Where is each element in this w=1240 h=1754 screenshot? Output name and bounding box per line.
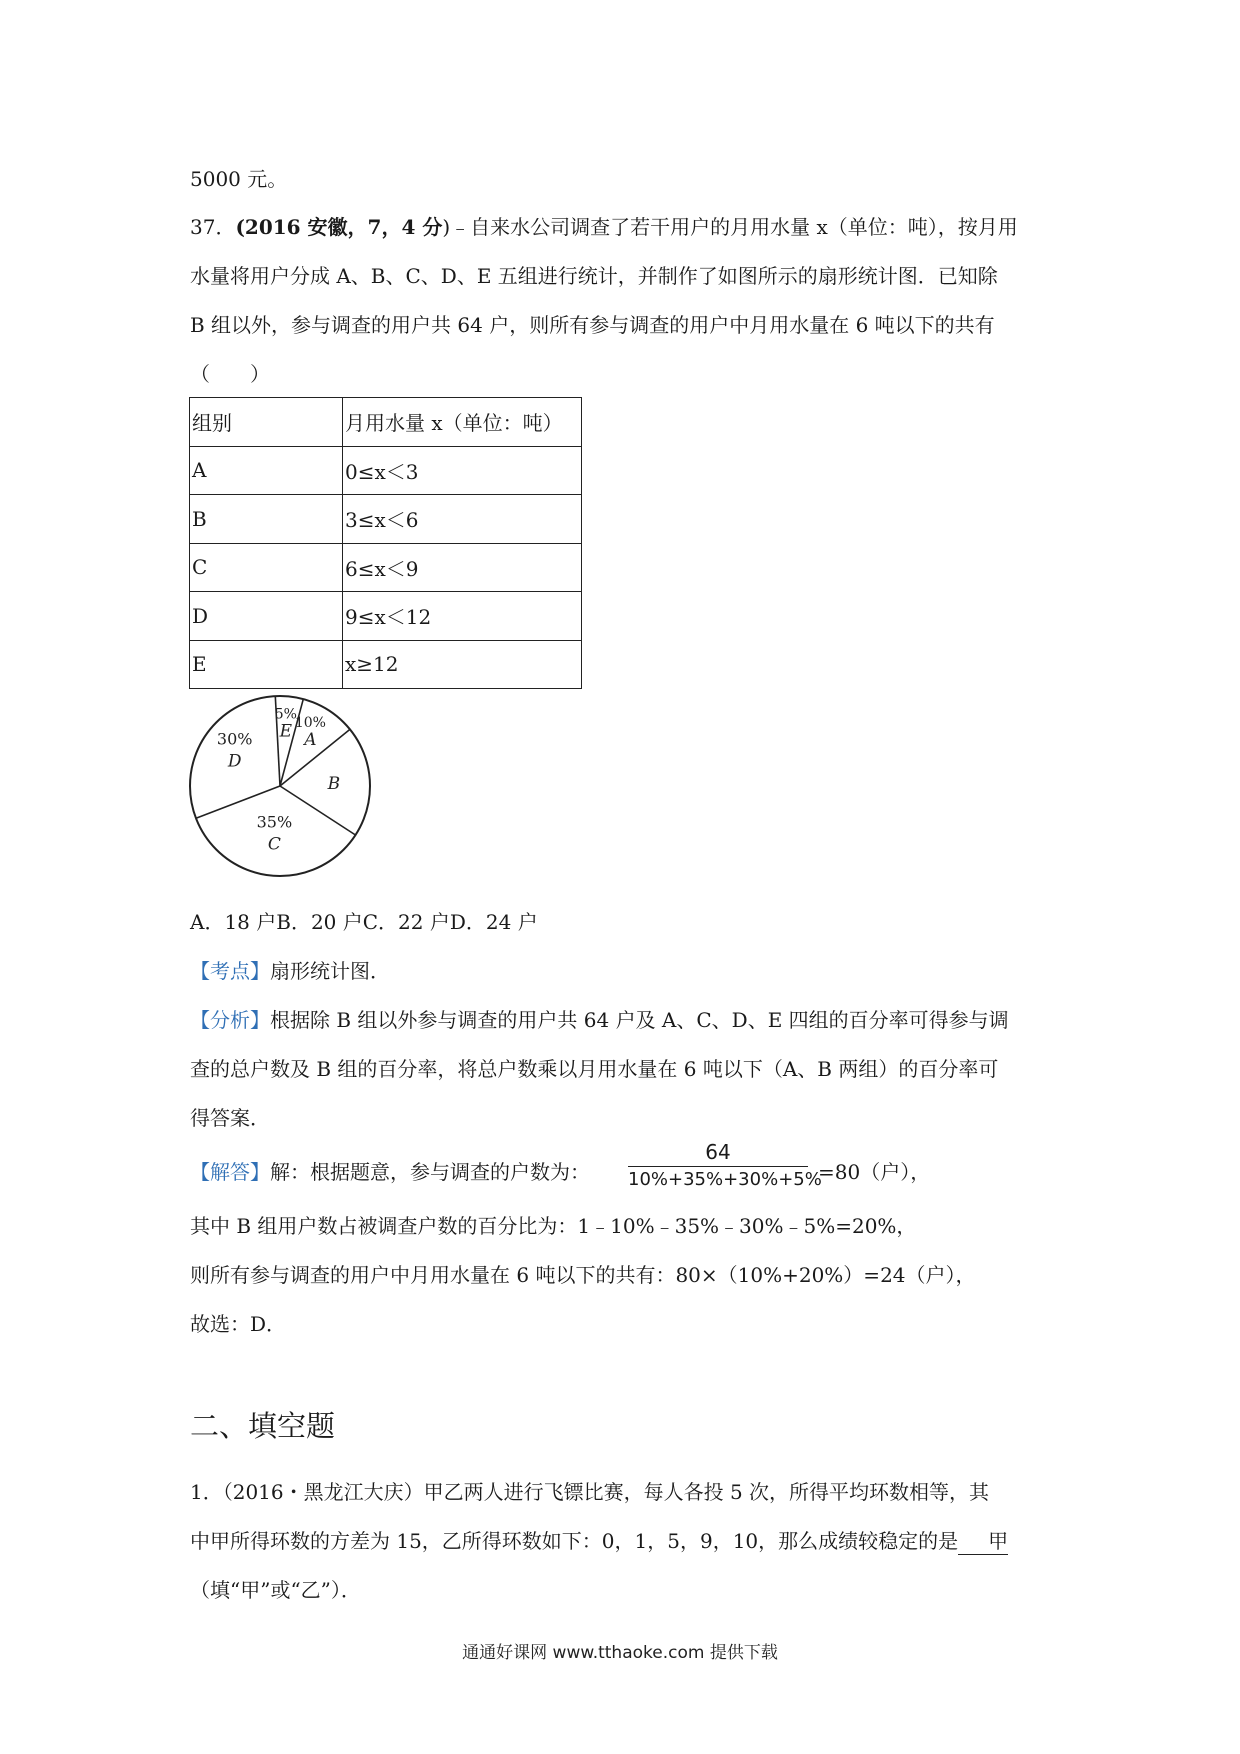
table-row	[190, 592, 582, 641]
analysis-line-1	[190, 1004, 1009, 1033]
table-row	[190, 446, 582, 495]
key-point-tag: 【考点】	[190, 959, 270, 983]
table-row	[190, 640, 582, 689]
table-row	[190, 543, 582, 592]
table-cell: B	[190, 495, 343, 544]
group-table	[189, 397, 582, 689]
question-37-line-2: 水量将用户分成 A、B、C、D、E 五组进行统计，并制作了如图所示的扇形统计图．已知除	[190, 264, 998, 288]
table-cell: C	[190, 543, 343, 592]
pie-slice-percent: 35%	[256, 812, 293, 832]
key-point-line	[190, 955, 390, 984]
key-point-text: 扇形统计图．	[270, 959, 390, 983]
pie-slice-label: B	[327, 774, 341, 795]
pie-slice-percent: 5%	[274, 706, 297, 723]
fraction-bar	[628, 1166, 808, 1167]
answer-blank: 甲	[958, 1525, 1008, 1555]
question-number: 37．	[190, 215, 236, 239]
question-37-line-4: （ ）	[190, 362, 270, 386]
fill-question-text: 中甲所得环数的方差为 15，乙所得环数如下：0，1，5，9，10，那么成绩较稳定的是	[190, 1529, 959, 1553]
solution-line-3: 则所有参与调查的用户中月用水量在 6 吨以下的共有：80×（10%+20%）=24（户），	[190, 1263, 976, 1287]
pie-slice-percent: 30%	[216, 729, 253, 749]
pie-chart	[186, 692, 376, 882]
question-37-line-1	[190, 211, 1018, 240]
section-heading: 二、填空题	[190, 1409, 336, 1443]
table-cell: A	[190, 446, 343, 495]
fraction-numerator: 64	[705, 1140, 731, 1164]
fraction-denominator: 10%+35%+30%+5%	[628, 1169, 822, 1190]
solution-line-1	[190, 1156, 590, 1185]
solution-line-4: 故选：D．	[190, 1312, 287, 1336]
table-header-cell: 组别	[190, 398, 343, 447]
question-text: )﹣自来水公司调查了若干用户的月用水量 x（单位：吨），按月用	[442, 215, 1018, 239]
pie-slice-label: E	[279, 721, 293, 742]
table-cell: 6≤x＜9	[343, 543, 582, 592]
question-source: (2016 安徽，7，4 分	[235, 215, 443, 239]
table-cell: 0≤x＜3	[343, 446, 582, 495]
solution-tag: 【解答】	[190, 1160, 270, 1184]
fraction	[628, 1140, 822, 1190]
table-cell: D	[190, 592, 343, 641]
analysis-tag: 【分析】	[190, 1008, 270, 1032]
text-line: 5000 元。	[190, 167, 288, 191]
solution-line-1-end: =80（户），	[818, 1160, 931, 1184]
table-cell: 3≤x＜6	[343, 495, 582, 544]
analysis-text: 根据除 B 组以外参与调查的用户共 64 户及 A、C、D、E 四组的百分率可得参与调	[270, 1008, 1009, 1032]
pie-slice-label: D	[227, 751, 242, 772]
table-header-row	[190, 398, 582, 447]
pie-slice-label: C	[267, 834, 281, 855]
table-header-cell: 月用水量 x（单位：吨）	[343, 398, 582, 447]
table-cell: 9≤x＜12	[343, 592, 582, 641]
page-footer: 通通好课网 www.tthaoke.com 提供下载	[462, 1643, 778, 1663]
pie-slice-percent: 10%	[294, 715, 326, 732]
question-37-line-3: B 组以外，参与调查的用户共 64 户，则所有参与调查的用户中月用水量在 6 吨以下的共有	[190, 313, 995, 337]
analysis-line-3: 得答案．	[190, 1106, 270, 1130]
fill-question-line-2	[190, 1525, 1008, 1555]
pie-slice-label: A	[304, 730, 317, 751]
analysis-line-2: 查的总户数及 B 组的百分率，将总户数乘以月用水量在 6 吨以下（A、B 两组）的百分率可	[190, 1057, 999, 1081]
solution-line-2: 其中 B 组用户数占被调查户数的百分比为：1﹣10%﹣35%﹣30%﹣5%=20%，	[190, 1214, 917, 1238]
answer-options: A．18 户B．20 户C．22 户D．24 户	[190, 910, 538, 934]
table-cell: x≥12	[343, 640, 582, 689]
fill-question-line-1: 1．（2016・黑龙江大庆）甲乙两人进行飞镖比赛，每人各投 5 次，所得平均环数相等，其	[190, 1480, 990, 1504]
fill-question-line-3: （填“甲”或“乙”）．	[190, 1578, 361, 1602]
table-row	[190, 495, 582, 544]
table-cell: E	[190, 640, 343, 689]
solution-text: 解：根据题意，参与调查的户数为：	[270, 1160, 590, 1184]
